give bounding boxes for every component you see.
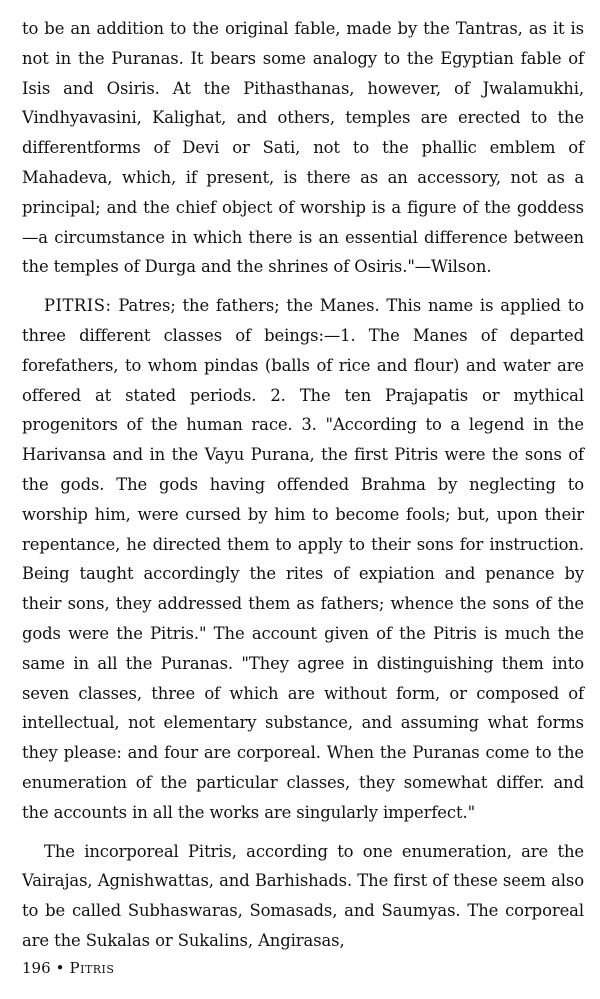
paragraph-continuation	[22, 14, 584, 282]
paragraph-incorporeal-pitris	[22, 837, 584, 956]
entry-term: PITRIS:	[44, 296, 112, 316]
page-footer	[22, 958, 114, 978]
paragraph-text: Patres; the fathers; the Manes. This name is applied to three different classes of beings:—1. The Manes of departed forefathers, to whom pindas (balls of rice and flour) and water are offered at stated periods. 2. The ten Prajapatis or mythical progenitors of the human race. 3. "According to a legend in the Harivansa and in the Vayu Purana, the first Pitris were the sons of the gods. The gods having offended Brahma by neglecting to worship him, were cursed by him to become fools; but, upon their repentance, he directed them to apply to their sons for instruction. Being taught accordingly the rites of expiation and penance by their sons, they addressed them as fathers; whence the sons of the gods were the Pitris." The account given of the Pitris is much the same in all the Puranas. "They agree in distinguishing them into seven classes, three of which are without form, or composed of intellectual, not elementary substance, and assuming what forms they please: and four are corporeal. When the Puranas come to the enumeration of the particular classes, they somewhat differ. and the accounts in all the works are singularly imperfect."	[22, 296, 584, 822]
paragraph-text: to be an addition to the original fable, made by the Tantras, as it is not in the Puranas. It bears some analogy to the Egyptian fable of Isis and Osiris. At the Pithasthanas, however, of Jwalamukhi, Vindhyavasini, Kalighat, and others, temples are erected to the differentforms of Devi or Sati, not to the phallic emblem of Mahadeva, which, if present, is there as an accessory, not as a principal; and the chief object of worship is a figure of the goddess—a circumstance in which there is an essential difference between the temples of Durga and the shrines of Osiris."—Wilson.	[22, 19, 584, 277]
page-number: 196	[22, 959, 51, 977]
footer-separator: •	[55, 959, 65, 977]
paragraph-entry-pitris	[22, 291, 584, 827]
paragraph-text: The incorporeal Pitris, according to one enumeration, are the Vairajas, Agnishwattas, and Barhishads. The first of these seem also to be called Subhaswaras, Somasads, and Saumyas. The corporeal are the Sukalas or Sukalins, Angirasas,	[22, 841, 584, 950]
page-body	[22, 14, 584, 956]
running-section-title: Pitris	[69, 959, 115, 977]
